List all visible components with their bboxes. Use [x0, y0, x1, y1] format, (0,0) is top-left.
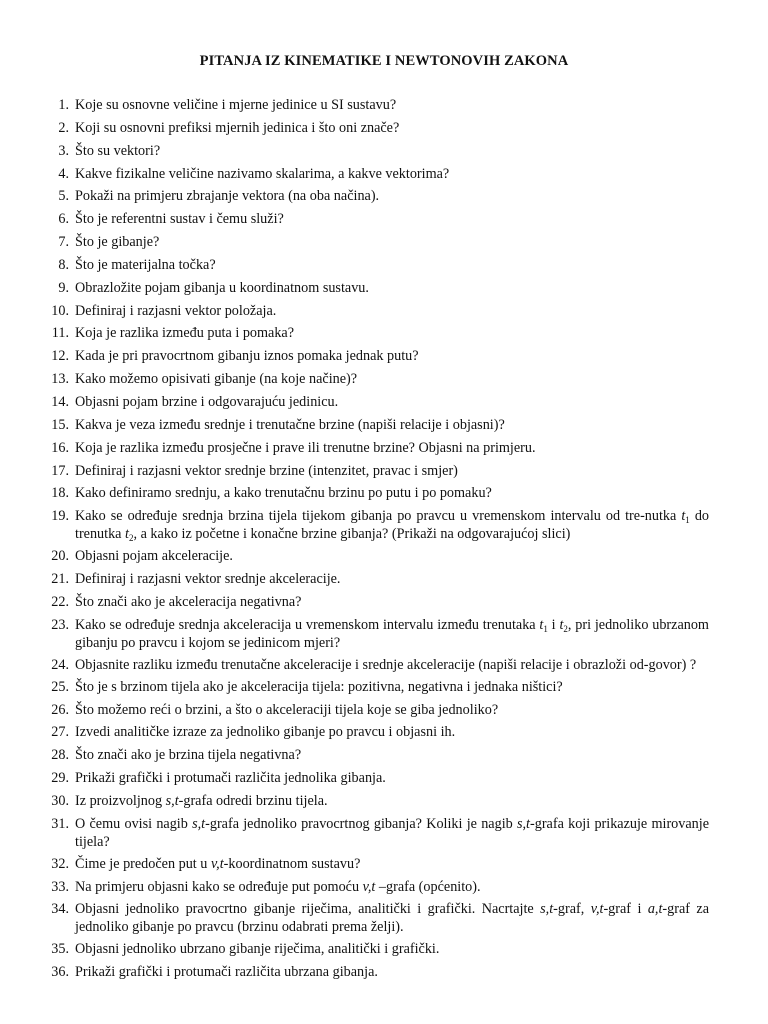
item-number: 20.	[51, 548, 69, 565]
item-text: Kada je pri pravocrtnom gibanju iznos pomaka jednak putu?	[75, 348, 419, 365]
item-text: Definiraj i razjasni vektor srednje akceleracije.	[75, 571, 341, 588]
item-number: 16.	[51, 439, 69, 456]
text-segment: O čemu ovisi nagib	[75, 815, 193, 832]
item-number: 36.	[51, 964, 69, 981]
item-number: 15.	[51, 416, 69, 433]
item-text: Što je referentni sustav i čemu služi?	[75, 211, 284, 228]
list-item	[0, 439, 768, 457]
item-number: 11.	[51, 325, 69, 342]
item-text: Objasni pojam akceleracije.	[75, 548, 233, 565]
item-text	[75, 616, 709, 652]
item-number: 27.	[51, 724, 69, 741]
list-item	[0, 370, 768, 388]
item-text: Izvedi analitičke izraze za jednoliko gibanje po pravcu i objasni ih.	[75, 724, 456, 741]
list-item	[0, 723, 768, 741]
item-number: 31.	[51, 815, 69, 832]
item-number: 34.	[51, 901, 69, 918]
item-number: 26.	[51, 701, 69, 718]
subscript: 2	[563, 623, 568, 634]
item-text: Definiraj i razjasni vektor položaja.	[75, 302, 277, 319]
math-variable: t	[559, 616, 564, 633]
item-text: Koja je razlika između prosječne i prave ili trenutne brzine? Objasni na primjeru.	[75, 439, 536, 456]
item-text: Kako možemo opisivati gibanje (na koje načine)?	[75, 371, 358, 388]
text-segment: -grafa jednoliko pravocrtnog gibanja? Koliki je nagib	[205, 815, 517, 832]
text-segment: -graf za jednoliko gibanje po pravcu (brzinu odabrati prema želji).	[75, 901, 709, 936]
text-segment: -grafa koji prikazuje mirovanje tijela?	[75, 815, 709, 850]
list-item	[0, 416, 768, 434]
item-text: Objasnite razliku između trenutačne akceleracije i srednje akceleracije (napiši relacije i obrazloži od-govor) ?	[75, 656, 697, 673]
item-text	[75, 855, 709, 873]
item-number: 18.	[51, 485, 69, 502]
list-item	[0, 855, 768, 873]
list-item	[0, 656, 768, 674]
text-segment: , a kako iz početne i konačne brzine gibanja? (Prikaži na odgovarajućoj slici)	[133, 526, 571, 543]
list-item	[0, 165, 768, 183]
item-text: Što je gibanje?	[75, 234, 160, 251]
text-segment: Na primjeru objasni kako se određuje put pomoću	[75, 878, 363, 895]
list-item	[0, 119, 768, 137]
item-number: 8.	[58, 256, 69, 273]
list-item	[0, 963, 768, 981]
list-item	[0, 233, 768, 251]
list-item	[0, 507, 768, 543]
item-number: 24.	[51, 656, 69, 673]
text-segment: Kako se određuje srednja akceleracija u vremenskom intervalu između trenutaka	[75, 616, 540, 633]
item-number: 3.	[58, 142, 69, 159]
list-item	[0, 900, 768, 936]
item-text: Što je s brzinom tijela ako je akceleracija tijela: pozitivna, negativna i jednaka ništici?	[75, 678, 563, 695]
list-item	[0, 815, 768, 851]
item-number: 5.	[58, 188, 69, 205]
item-text: Prikaži grafički i protumači različita jednolika gibanja.	[75, 770, 386, 787]
item-number: 25.	[51, 678, 69, 695]
item-text: Obrazložite pojam gibanja u koordinatnom sustavu.	[75, 279, 369, 296]
item-number: 13.	[51, 371, 69, 388]
item-number: 1.	[58, 97, 69, 113]
item-text: Koje su osnovne veličine i mjerne jedinice u SI sustavu?	[75, 97, 397, 113]
item-number: 4.	[58, 165, 69, 182]
math-variable: s,t	[540, 901, 554, 918]
math-variable: s,t	[165, 792, 179, 809]
math-variable: t	[539, 616, 544, 633]
text-segment: Čime je predočen put u	[75, 855, 211, 872]
item-number: 21.	[51, 571, 69, 588]
item-number: 22.	[51, 593, 69, 610]
list-item	[0, 769, 768, 787]
text-segment: do trenutka	[75, 508, 710, 543]
math-variable: v,t	[362, 878, 376, 895]
math-variable: s,t	[516, 815, 530, 832]
item-text: Što znači ako je brzina tijela negativna?	[75, 747, 302, 764]
item-text	[75, 792, 709, 810]
text-segment: Kako se određuje srednja brzina tijela tijekom gibanja po pravcu u vremenskom intervalu od tre-nutka	[75, 508, 682, 525]
question-list	[0, 96, 768, 986]
item-number: 28.	[51, 747, 69, 764]
subscript: 1	[543, 623, 548, 634]
text-segment: i	[547, 616, 560, 633]
item-text: Što možemo reći o brzini, a što o akceleraciji tijela koje se giba jednoliko?	[75, 701, 499, 718]
list-item	[0, 678, 768, 696]
item-text	[75, 878, 709, 896]
list-item	[0, 302, 768, 320]
item-number: 32.	[51, 855, 69, 872]
item-text: Koja je razlika između puta i pomaka?	[75, 325, 295, 342]
item-text: Što znači ako je akceleracija negativna?	[75, 593, 302, 610]
list-item	[0, 792, 768, 810]
list-item	[0, 878, 768, 896]
item-text: Pokaži na primjeru zbrajanje vektora (na oba načina).	[75, 188, 380, 205]
item-text	[75, 815, 709, 851]
document-title: PITANJA IZ KINEMATIKE I NEWTONOVIH ZAKONA	[199, 53, 569, 69]
list-item	[0, 616, 768, 652]
item-number: 30.	[51, 792, 69, 809]
item-number: 10.	[51, 302, 69, 319]
list-item	[0, 547, 768, 565]
item-number: 14.	[51, 393, 69, 410]
text-segment: , pri jednoliko ubrzanom gibanju po pravcu i kojom se jedinicom mjeri?	[75, 616, 709, 651]
item-text: Kakva je veza između srednje i trenutačne brzine (napiši relacije i objasni)?	[75, 416, 505, 433]
item-text: Prikaži grafički i protumači različita ubrzana gibanja.	[75, 964, 378, 981]
list-item	[0, 570, 768, 588]
item-text: Objasni jednoliko ubrzano gibanje riječima, analitički i grafički.	[75, 941, 440, 958]
item-number: 9.	[58, 279, 69, 296]
item-number: 19.	[51, 508, 69, 525]
item-text: Definiraj i razjasni vektor srednje brzine (intenzitet, pravac i smjer)	[75, 462, 458, 479]
item-text: Koji su osnovni prefiksi mjernih jedinica i što oni znače?	[75, 119, 400, 136]
list-item	[0, 279, 768, 297]
list-item	[0, 347, 768, 365]
list-item	[0, 701, 768, 719]
math-variable: v,t	[590, 901, 604, 918]
math-variable: v,t	[210, 855, 224, 872]
item-number: 12.	[51, 348, 69, 365]
item-text: Kako definiramo srednju, a kako trenutačnu brzinu po putu i po pomaku?	[75, 485, 492, 502]
item-text: Kakve fizikalne veličine nazivamo skalarima, a kakve vektorima?	[75, 165, 450, 182]
item-number: 23.	[51, 616, 69, 633]
list-item	[0, 187, 768, 205]
text-segment: -grafa odredi brzinu tijela.	[178, 792, 328, 809]
text-segment: -graf i	[603, 901, 648, 918]
math-variable: t	[681, 508, 686, 525]
item-text: Što je materijalna točka?	[75, 256, 216, 273]
item-text	[75, 507, 709, 543]
item-number: 2.	[58, 119, 69, 136]
list-item	[0, 462, 768, 480]
item-text	[75, 900, 709, 936]
text-segment: -graf,	[553, 901, 591, 918]
item-number: 35.	[51, 941, 69, 958]
math-variable: s,t	[192, 815, 206, 832]
list-item	[0, 746, 768, 764]
item-number: 6.	[58, 211, 69, 228]
text-segment: Iz proizvoljnog	[75, 792, 166, 809]
text-segment: -koordinatnom sustavu?	[223, 855, 361, 872]
text-segment: –grafa (općenito).	[375, 878, 481, 895]
list-item	[0, 593, 768, 611]
text-segment: Objasni jednoliko pravocrtno gibanje riječima, analitički i grafički. Nacrtajte	[75, 901, 541, 918]
math-variable: a,t	[647, 901, 663, 918]
list-item	[0, 142, 768, 160]
item-number: 7.	[58, 234, 69, 251]
item-text: Objasni pojam brzine i odgovarajuću jedinicu.	[75, 393, 339, 410]
list-item	[0, 940, 768, 958]
list-item	[0, 256, 768, 274]
item-number: 17.	[51, 462, 69, 479]
subscript: 1	[685, 515, 690, 526]
list-item	[0, 393, 768, 411]
subscript: 2	[128, 533, 134, 544]
item-number: 33.	[51, 878, 69, 895]
list-item	[0, 484, 768, 502]
list-item	[0, 210, 768, 228]
math-variable: t	[125, 526, 129, 543]
list-item	[0, 324, 768, 342]
item-text: Što su vektori?	[75, 142, 161, 159]
item-number: 29.	[51, 770, 69, 787]
list-item	[0, 96, 768, 114]
